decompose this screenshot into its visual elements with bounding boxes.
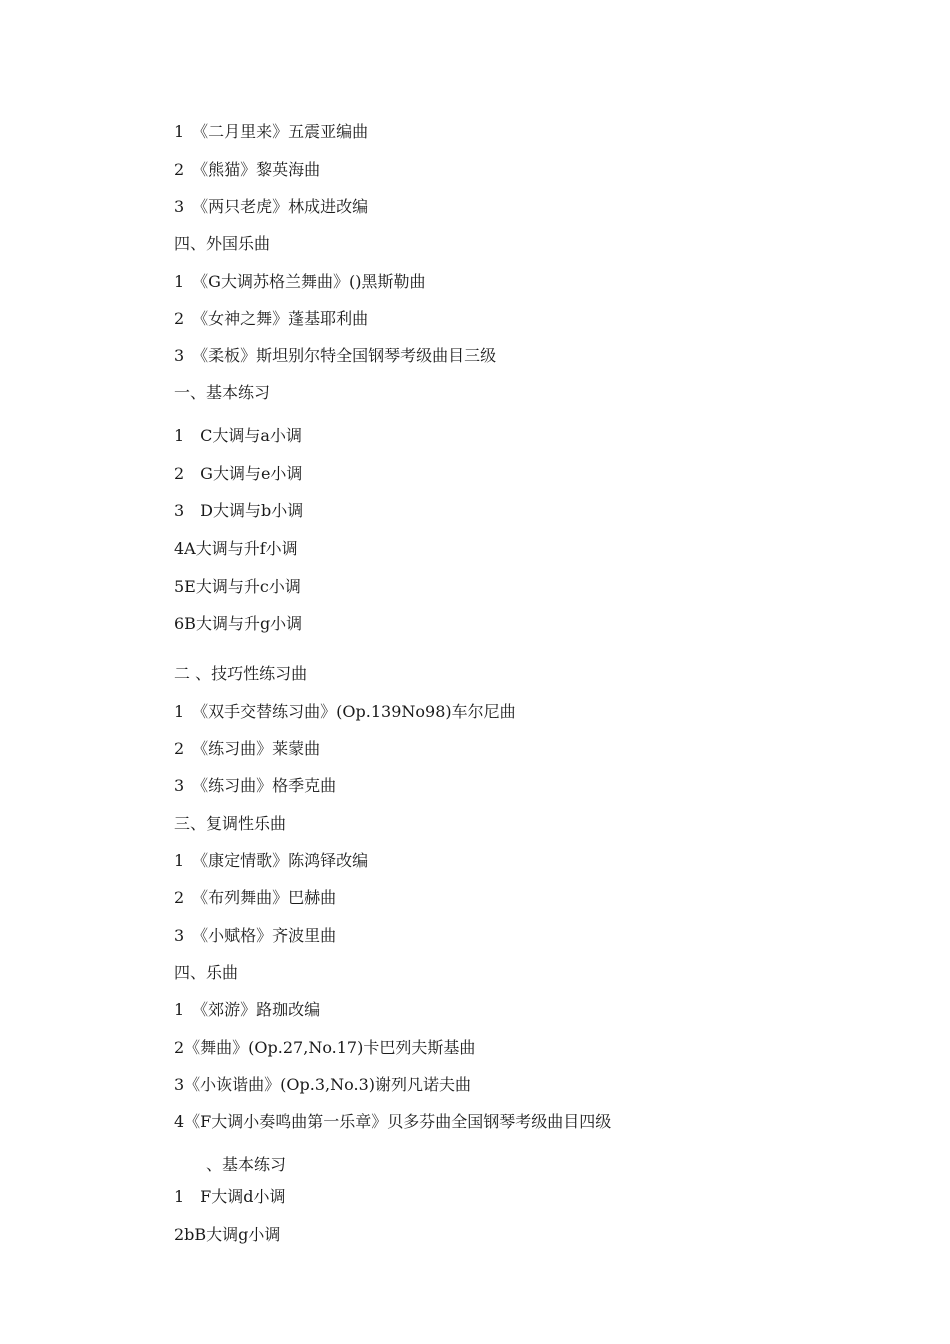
section-heading: 、基本练习 xyxy=(174,1155,287,1174)
section-heading: 一、基本练习 xyxy=(174,383,271,402)
list-item: 2bB大调g小调 xyxy=(174,1225,281,1244)
list-item: 1 《双手交替练习曲》(Op.139No98)车尔尼曲 xyxy=(174,702,516,721)
list-item: 1 C大调与a小调 xyxy=(174,426,302,445)
list-item: 1 《郊游》路珈改编 xyxy=(174,1000,321,1019)
list-item: 2 《女神之舞》蓬基耶利曲 xyxy=(174,309,369,328)
list-item: 2 《练习曲》莱蒙曲 xyxy=(174,739,321,758)
list-item: 6B大调与升g小调 xyxy=(174,614,303,633)
list-item: 2 《熊猫》黎英海曲 xyxy=(174,160,321,179)
section-heading: 三、复调性乐曲 xyxy=(174,814,287,833)
section-heading: 四、外国乐曲 xyxy=(174,234,271,253)
list-item: 1 《二月里来》五震亚编曲 xyxy=(174,122,369,141)
list-item: 1 F大调d小调 xyxy=(174,1187,286,1206)
list-item: 3 《柔板》斯坦别尔特全国钢琴考级曲目三级 xyxy=(174,346,497,365)
list-item: 2 G大调与e小调 xyxy=(174,464,303,483)
list-item: 2《舞曲》(Op.27,No.17)卡巴列夫斯基曲 xyxy=(174,1038,476,1057)
section-heading: 二 、技巧性练习曲 xyxy=(174,664,308,683)
list-item: 1 《G大调苏格兰舞曲》()黑斯勒曲 xyxy=(174,272,426,291)
list-item: 2 《布列舞曲》巴赫曲 xyxy=(174,888,337,907)
list-item: 5E大调与升c小调 xyxy=(174,577,301,596)
list-item: 3《小诙谐曲》(Op.3,No.3)谢列凡诺夫曲 xyxy=(174,1075,471,1094)
list-item: 3 《两只老虎》林成进改编 xyxy=(174,197,369,216)
list-item: 1 《康定情歌》陈鸿铎改编 xyxy=(174,851,369,870)
list-item: 3 《小赋格》齐波里曲 xyxy=(174,926,337,945)
list-item: 3 D大调与b小调 xyxy=(174,501,304,520)
section-heading: 四、乐曲 xyxy=(174,963,239,982)
list-item: 3 《练习曲》格季克曲 xyxy=(174,776,337,795)
list-item: 4A大调与升f小调 xyxy=(174,539,298,558)
list-item: 4《F大调小奏鸣曲第一乐章》贝多芬曲全国钢琴考级曲目四级 xyxy=(174,1112,612,1131)
